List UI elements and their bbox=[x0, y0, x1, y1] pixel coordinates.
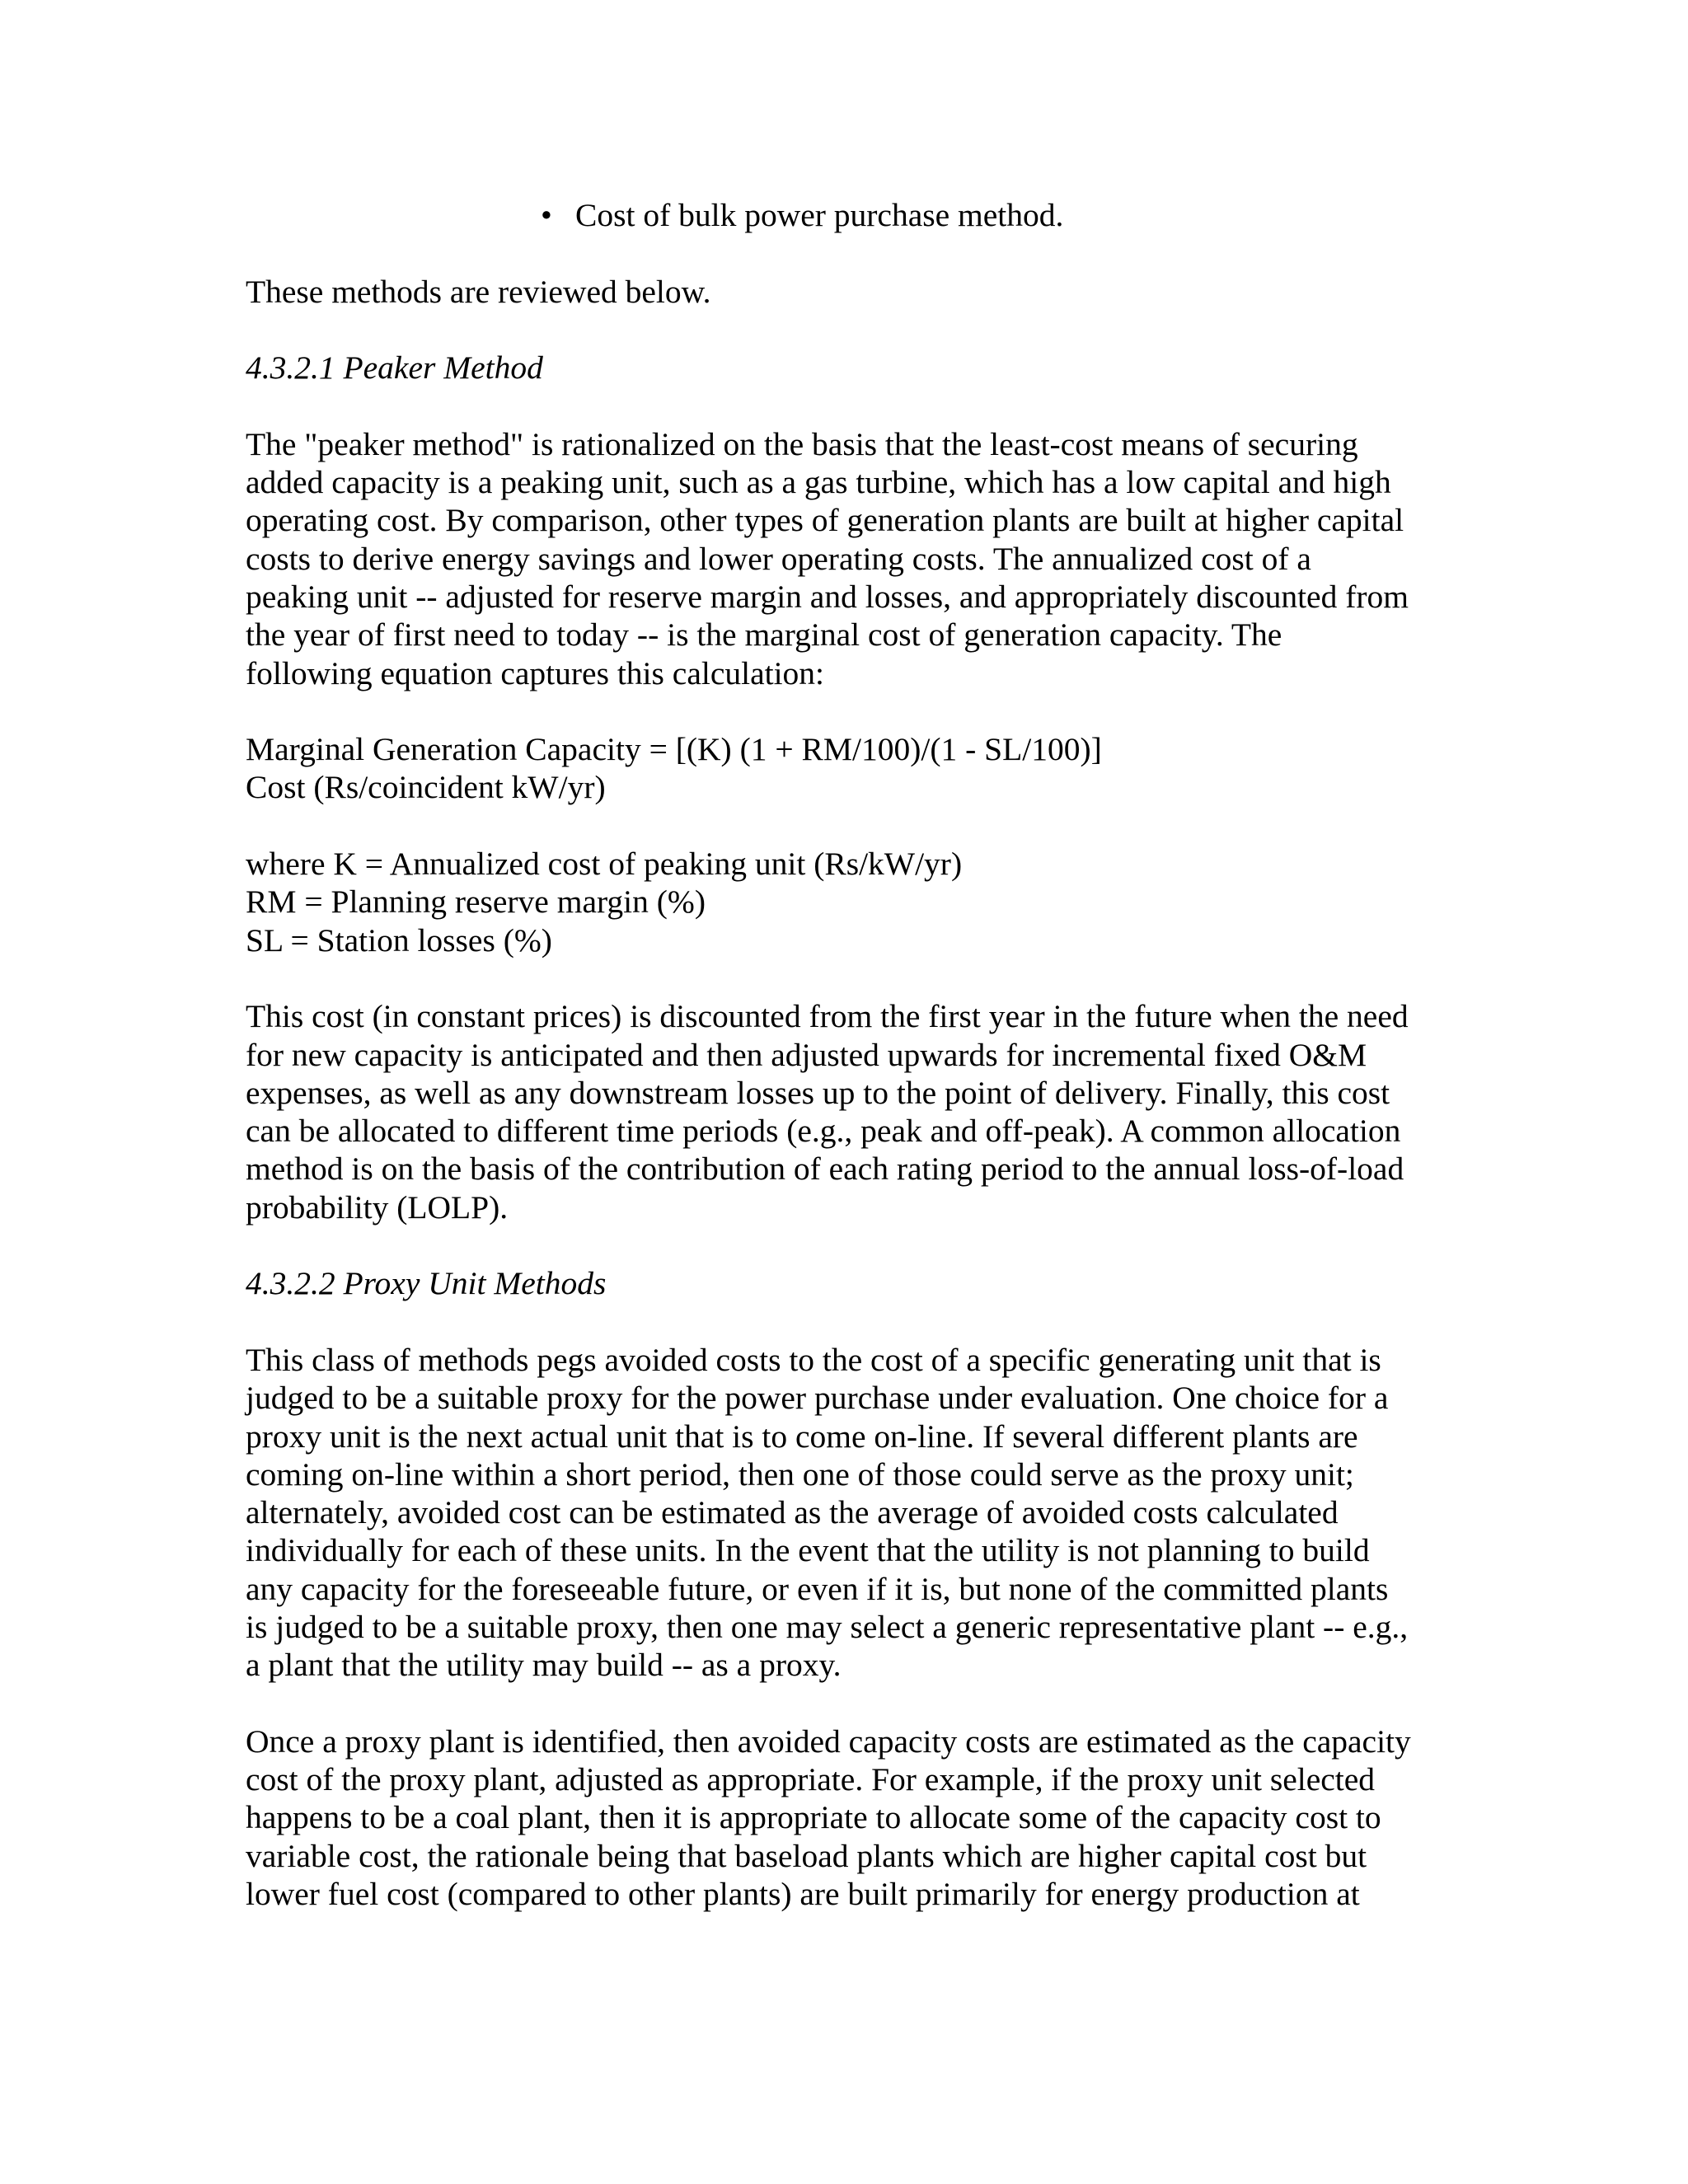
text-line: alternately, avoided cost can be estimated as the average of avoided costs calculated bbox=[246, 1494, 1339, 1531]
proxy-paragraph-1 bbox=[246, 1341, 1465, 1685]
text-line: lower fuel cost (compared to other plants) are built primarily for energy production at bbox=[246, 1876, 1360, 1913]
equation-block bbox=[246, 730, 1465, 807]
definition-line: SL = Station losses (%) bbox=[246, 921, 552, 958]
text-line: expenses, as well as any downstream losses up to the point of delivery. Finally, this cost bbox=[246, 1074, 1390, 1111]
proxy-paragraph-2 bbox=[246, 1722, 1465, 1913]
text-line: variable cost, the rationale being that baseload plants which are higher capital cost but bbox=[246, 1837, 1367, 1874]
text-line: peaking unit -- adjusted for reserve margin and losses, and appropriately discounted from bbox=[246, 578, 1409, 615]
section-heading-proxy-unit-methods: 4.3.2.2 Proxy Unit Methods bbox=[246, 1265, 607, 1302]
text-line: proxy unit is the next actual unit that is to come on-line. If several different plants are bbox=[246, 1418, 1358, 1455]
intro-paragraph: These methods are reviewed below. bbox=[246, 273, 711, 310]
text-line: costs to derive energy savings and lower operating costs. The annualized cost of a bbox=[246, 540, 1311, 577]
text-line: following equation captures this calculation: bbox=[246, 654, 825, 691]
text-line: operating cost. By comparison, other types of generation plants are built at higher capital bbox=[246, 502, 1404, 539]
text-line: a plant that the utility may build -- as a proxy. bbox=[246, 1647, 842, 1684]
text-line: This cost (in constant prices) is discounted from the first year in the future when the need bbox=[246, 998, 1409, 1035]
text-line: individually for each of these units. In the event that the utility is not planning to build bbox=[246, 1532, 1370, 1569]
equation-line: Cost (Rs/coincident kW/yr) bbox=[246, 769, 606, 806]
definition-line: where K = Annualized cost of peaking unit (Rs/kW/yr) bbox=[246, 846, 963, 883]
bullet-list-item bbox=[246, 196, 1465, 234]
text-line: This class of methods pegs avoided costs to the cost of a specific generating unit that is bbox=[246, 1341, 1381, 1378]
equation-line: Marginal Generation Capacity = [(K) (1 + RM/100)/(1 - SL/100)] bbox=[246, 731, 1102, 768]
text-line: The "peaker method" is rationalized on the basis that the least-cost means of securing bbox=[246, 425, 1358, 462]
text-line: added capacity is a peaking unit, such as a gas turbine, which has a low capital and high bbox=[246, 464, 1391, 501]
peaker-paragraph-1 bbox=[246, 425, 1465, 692]
variable-definitions bbox=[246, 845, 1465, 959]
text-line: happens to be a coal plant, then it is appropriate to allocate some of the capacity cost to bbox=[246, 1799, 1381, 1836]
section-heading-peaker-method: 4.3.2.1 Peaker Method bbox=[246, 349, 543, 387]
text-line: Once a proxy plant is identified, then avoided capacity costs are estimated as the capacity bbox=[246, 1722, 1411, 1760]
text-line: is judged to be a suitable proxy, then one may select a generic representative plant -- e.g., bbox=[246, 1608, 1409, 1645]
definition-line: RM = Planning reserve margin (%) bbox=[246, 883, 706, 921]
text-line: probability (LOLP). bbox=[246, 1188, 509, 1226]
text-line: the year of first need to today -- is the marginal cost of generation capacity. The bbox=[246, 616, 1282, 654]
bullet-icon: • bbox=[541, 197, 552, 233]
text-line: coming on-line within a short period, then one of those could serve as the proxy unit; bbox=[246, 1455, 1354, 1493]
text-line: judged to be a suitable proxy for the power purchase under evaluation. One choice for a bbox=[246, 1380, 1389, 1417]
text-line: for new capacity is anticipated and then adjusted upwards for incremental fixed O&M bbox=[246, 1036, 1367, 1073]
text-line: can be allocated to different time periods (e.g., peak and off-peak). A common allocation bbox=[246, 1113, 1401, 1150]
document-page bbox=[246, 196, 1465, 1952]
bullet-text: Cost of bulk power purchase method. bbox=[575, 197, 1064, 233]
text-line: cost of the proxy plant, adjusted as appropriate. For example, if the proxy unit selected bbox=[246, 1761, 1376, 1798]
peaker-paragraph-2 bbox=[246, 997, 1465, 1226]
text-line: method is on the basis of the contribution of each rating period to the annual loss-of-load bbox=[246, 1151, 1404, 1188]
text-line: any capacity for the foreseeable future, or even if it is, but none of the committed plants bbox=[246, 1570, 1389, 1607]
